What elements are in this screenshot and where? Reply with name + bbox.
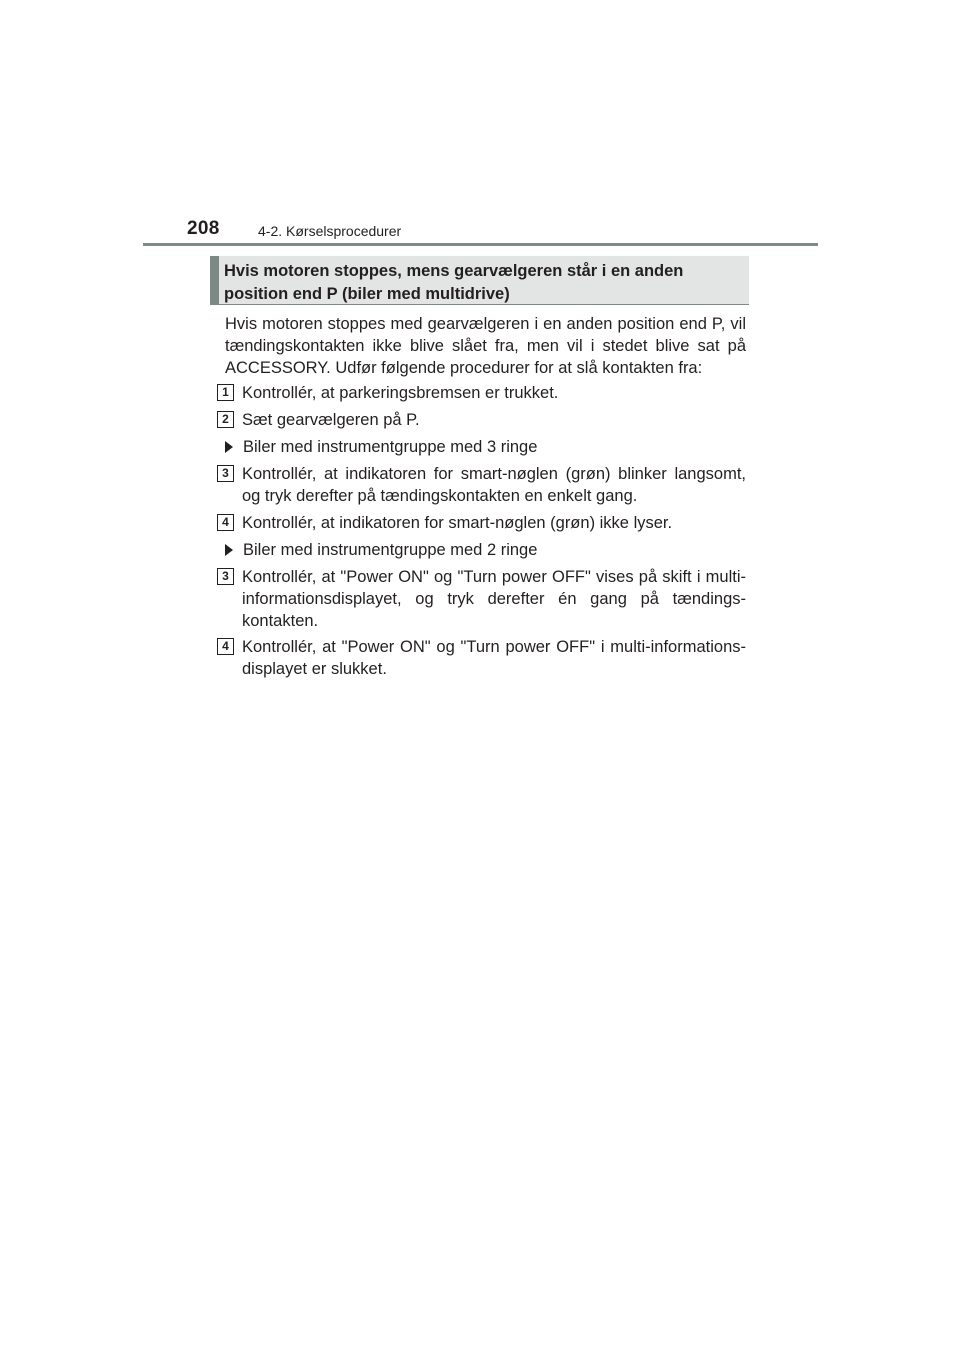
group-label-text: Biler med instrumentgruppe med 2 ringe [243, 541, 538, 559]
group-label-text: Biler med instrumentgruppe med 3 ringe [243, 438, 538, 456]
section-heading [224, 260, 744, 306]
heading-line-1: Hvis motoren stoppes, mens gearvælgeren står i en anden [224, 262, 684, 280]
step-number-badge: 4 [217, 514, 234, 531]
step-text: Kontrollér, at parkeringsbremsen er trukket. [242, 384, 559, 402]
header-divider [143, 243, 818, 246]
triangle-bullet-icon [225, 544, 233, 556]
step-number-badge: 4 [217, 638, 234, 655]
step-text: Kontrollér, at indikatoren for smart-nøglen (grøn) ikke lyser. [242, 514, 673, 532]
step-text: Kontrollér, at indikatoren for smart-nøglen (grøn) blinker langsomt, og tryk derefter på tændingskontakten en enkelt gang. [242, 465, 746, 505]
triangle-bullet-icon [225, 441, 233, 453]
step-number-badge: 1 [217, 384, 234, 401]
step-text: Kontrollér, at "Power ON" og "Turn power OFF" i multi-informations-displayet er slukket. [242, 638, 746, 678]
section-title: 4-2. Kørselsprocedurer [258, 223, 402, 239]
step-number-badge: 3 [217, 465, 234, 482]
heading-line-2: position end P (biler med multidrive) [224, 285, 510, 303]
page-number: 208 [187, 218, 220, 239]
step-number-badge: 3 [217, 568, 234, 585]
section-heading-box [210, 256, 749, 305]
step-text: Kontrollér, at "Power ON" og "Turn power OFF" vises på skift i multi-informationsdisplayet, og tryk derefter én gang på tændings-kontakten. [242, 568, 746, 630]
intro-paragraph: Hvis motoren stoppes med gearvælgeren i en anden position end P, vil tændingskontakten ikke blive slået fra, men vil i stedet blive sat på ACCESSORY. Udfør følgende procedurer for at slå kontakten fra: [225, 315, 746, 377]
step-text: Sæt gearvælgeren på P. [242, 411, 420, 429]
step-number-badge: 2 [217, 411, 234, 428]
